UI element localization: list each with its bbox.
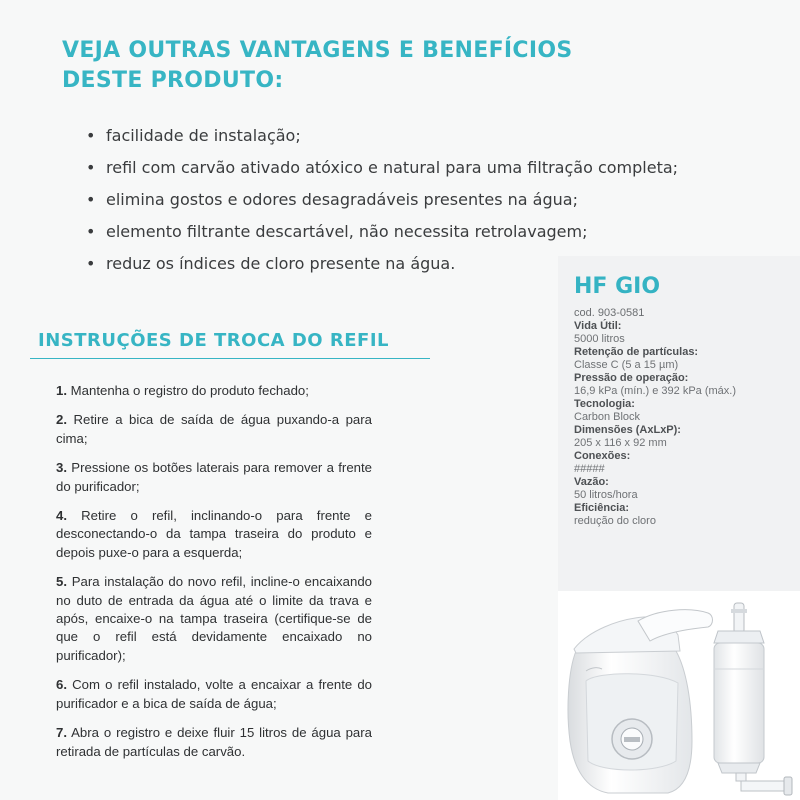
step-text: Para instalação do novo refil, incline-o encaixando no duto de entrada da água até o limite da trava e após, encaixe-o na tampa traseira (certifique-se de que o refil está devidamente encaixado no purificador); xyxy=(56,574,372,663)
refil-cartridge xyxy=(714,603,792,795)
spec-value: 50 litros/hora xyxy=(574,489,638,501)
step-number: 1. xyxy=(56,383,67,398)
step-item xyxy=(56,459,372,496)
spec-item xyxy=(574,372,794,398)
step-text: Mantenha o registro do produto fechado; xyxy=(67,383,309,398)
spec-item xyxy=(574,476,794,502)
product-name: HF GIO xyxy=(574,274,661,299)
step-number: 2. xyxy=(56,412,67,428)
benefit-item: • reduz os índices de cloro presente na água. xyxy=(84,248,744,280)
spec-item xyxy=(574,346,794,372)
step-item xyxy=(56,507,372,562)
step-item xyxy=(56,724,372,761)
spec-value: 16,9 kPa (mín.) e 392 kPa (máx.) xyxy=(574,385,737,397)
spec-value: Classe C (5 a 15 µm) xyxy=(574,359,679,371)
step-item xyxy=(56,573,372,665)
purifier-unit xyxy=(568,610,713,793)
step-text: Retire o refil, inclinando-o para frente e desconectando-o da tampa traseira do produto e depois puxe-o para a esquerda; xyxy=(56,508,372,560)
spec-panel xyxy=(558,256,800,591)
spec-value: Carbon Block xyxy=(574,411,641,423)
step-item xyxy=(56,676,372,713)
spec-label: Eficiência: xyxy=(574,502,630,514)
benefits-title xyxy=(62,36,622,96)
spec-item xyxy=(574,398,794,424)
step-number: 7. xyxy=(56,725,67,741)
spec-label: Vida Útil: xyxy=(574,320,622,332)
spec-item xyxy=(574,424,794,450)
step-text: Abra o registro e deixe fluir 15 litros de água para retirada de partículas de carvão. xyxy=(56,725,372,759)
spec-label: Conexões: xyxy=(574,450,631,462)
step-number: 4. xyxy=(56,508,67,524)
spec-value: redução do cloro xyxy=(574,515,656,527)
spec-value: ##### xyxy=(574,463,605,475)
spec-label: Vazão: xyxy=(574,476,609,488)
step-item xyxy=(56,382,372,400)
product-illustration xyxy=(558,591,800,800)
instruction-steps xyxy=(56,382,372,772)
step-number: 3. xyxy=(56,460,67,476)
benefit-item: • elemento filtrante descartável, não necessita retrolavagem; xyxy=(84,216,744,248)
step-number: 5. xyxy=(56,574,67,590)
benefit-item: • refil com carvão ativado atóxico e natural para uma filtração completa; xyxy=(84,152,744,184)
spec-value: 5000 litros xyxy=(574,333,625,345)
spec-item xyxy=(574,320,794,346)
step-number: 6. xyxy=(56,677,67,693)
benefits-title-line1: VEJA OUTRAS VANTAGENS E BENEFÍCIOS xyxy=(62,38,573,63)
spec-item xyxy=(574,502,794,528)
benefit-item: • facilidade de instalação; xyxy=(84,120,744,152)
step-item xyxy=(56,411,372,448)
spec-label: Dimensões (AxLxP): xyxy=(574,424,681,436)
instructions-title: INSTRUÇÕES DE TROCA DO REFIL xyxy=(38,330,389,351)
title-underline xyxy=(30,358,430,359)
spec-label: Pressão de operação: xyxy=(574,372,689,384)
step-text: Pressione os botões laterais para remover a frente do purificador; xyxy=(56,460,372,494)
product-image xyxy=(558,591,800,800)
step-text: Retire a bica de saída de água puxando-a para cima; xyxy=(56,412,372,446)
spec-value: 205 x 116 x 92 mm xyxy=(574,437,667,449)
spec-content xyxy=(574,274,794,528)
spec-item xyxy=(574,450,794,476)
benefits-title-line2: DESTE PRODUTO: xyxy=(62,68,284,93)
spec-label: Retenção de partículas: xyxy=(574,346,699,358)
spec-label: Tecnologia: xyxy=(574,398,635,410)
benefit-item: • elimina gostos e odores desagradáveis presentes na água; xyxy=(84,184,744,216)
product-code: cod. 903-0581 xyxy=(574,307,645,319)
step-text: Com o refil instalado, volte a encaixar a frente do purificador e a bica de saída de água; xyxy=(56,677,372,711)
